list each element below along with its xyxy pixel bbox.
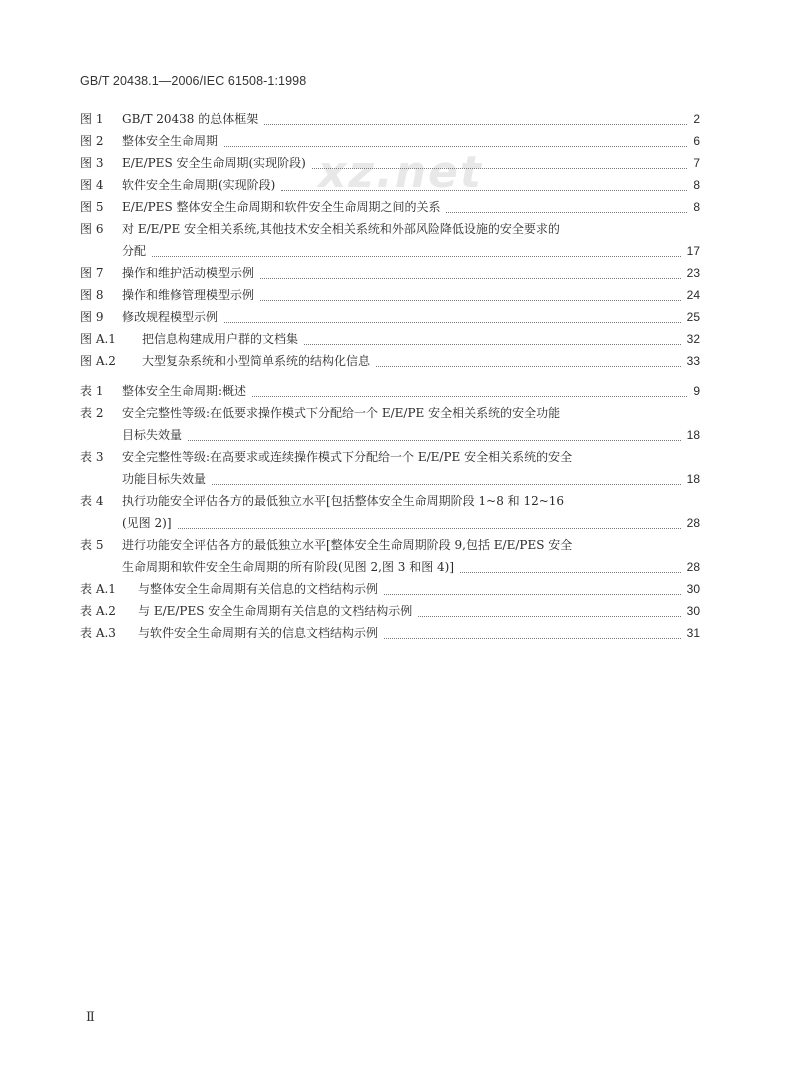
entry-title: 与软件安全生命周期有关的信息文档结构示例: [138, 626, 379, 640]
entry-label: 图 8: [80, 288, 104, 302]
dot-leader: [152, 255, 681, 257]
entry-title-line2: (见图 2)]: [122, 516, 172, 530]
dot-leader: [264, 123, 687, 125]
toc-entry-table[interactable]: [80, 490, 700, 534]
page-number: 2: [693, 112, 700, 126]
watermark: xz.net: [318, 147, 483, 198]
entry-label: 图 2: [80, 134, 104, 148]
page-number: 7: [693, 156, 700, 170]
dot-leader: [418, 615, 680, 617]
dot-leader: [312, 167, 687, 169]
page-number: 24: [686, 288, 700, 302]
entry-label: 图 1: [80, 112, 104, 126]
entry-title-line2: 分配: [122, 244, 147, 258]
page-number: 33: [686, 354, 700, 368]
page-number: 8: [693, 178, 700, 192]
entry-title-line1: 对 E/E/PE 安全相关系统,其他技术安全相关系统和外部风险降低设施的安全要求的: [122, 222, 560, 236]
toc-entry-figure[interactable]: [80, 328, 700, 350]
page-number: 30: [686, 582, 700, 596]
toc-entry-table[interactable]: [80, 402, 700, 446]
entry-label: 表 5: [80, 538, 104, 552]
dot-leader: [212, 483, 681, 485]
entry-label: 图 A.1: [80, 332, 116, 346]
page-number: 17: [686, 244, 700, 258]
entry-label: 表 A.3: [80, 626, 116, 640]
dot-leader: [224, 321, 681, 323]
page-number: 31: [686, 626, 700, 640]
dot-leader: [304, 343, 681, 345]
dot-leader: [384, 593, 681, 595]
entry-label: 表 3: [80, 450, 104, 464]
entry-title: 整体安全生命周期:概述: [122, 384, 247, 398]
entry-title-line2: 目标失效量: [122, 428, 183, 442]
entry-label: 表 A.2: [80, 604, 116, 618]
toc-entry-table[interactable]: [80, 534, 700, 578]
toc-entry-table[interactable]: [80, 600, 700, 622]
entry-label: 图 7: [80, 266, 104, 280]
entry-title-line1: 进行功能安全评估各方的最低独立水平[整体安全生命周期阶段 9,包括 E/E/PES 安全: [122, 538, 573, 552]
entry-title-line2: 功能目标失效量: [122, 472, 207, 486]
dot-leader: [178, 527, 681, 529]
entry-title-line1: 执行功能安全评估各方的最低独立水平[包括整体安全生命周期阶段 1~8 和 12~16: [122, 494, 565, 508]
toc-entry-figure[interactable]: [80, 152, 700, 174]
dot-leader: [260, 299, 681, 301]
toc-entry-figure[interactable]: [80, 218, 700, 262]
entry-title: 把信息构建成用户群的文档集: [142, 332, 299, 346]
entry-label: 图 9: [80, 310, 104, 324]
entry-title: GB/T 20438 的总体框架: [122, 112, 259, 126]
page-number: 8: [693, 200, 700, 214]
dot-leader: [446, 211, 687, 213]
table-list: [80, 380, 700, 644]
entry-label: 图 5: [80, 200, 104, 214]
toc-entry-table[interactable]: [80, 622, 700, 644]
page-number: 6: [693, 134, 700, 148]
toc-entry-figure[interactable]: [80, 306, 700, 328]
dot-leader: [252, 395, 687, 397]
entry-title: 操作和维护活动模型示例: [122, 266, 255, 280]
entry-title-line2: 生命周期和软件安全生命周期的所有阶段(见图 2,图 3 和图 4)]: [122, 560, 455, 574]
entry-label: 表 4: [80, 494, 104, 508]
toc-entry-figure[interactable]: [80, 130, 700, 152]
page-folio: Ⅱ: [86, 1010, 95, 1025]
entry-title: 与整体安全生命周期有关信息的文档结构示例: [138, 582, 379, 596]
page-number: 25: [686, 310, 700, 324]
entry-label: 图 A.2: [80, 354, 116, 368]
page-number: 18: [686, 428, 700, 442]
dot-leader: [260, 277, 681, 279]
entry-title: E/E/PES 安全生命周期(实现阶段): [122, 156, 306, 170]
dot-leader: [188, 439, 681, 441]
toc-entry-figure[interactable]: [80, 196, 700, 218]
entry-title-line1: 安全完整性等级:在低要求操作模式下分配给一个 E/E/PE 安全相关系统的安全功能: [122, 406, 561, 420]
entry-label: 表 1: [80, 384, 104, 398]
page-number: 9: [693, 384, 700, 398]
entry-title: 修改规程模型示例: [122, 310, 219, 324]
dot-leader: [224, 145, 687, 147]
dot-leader: [460, 571, 681, 573]
toc-entry-figure[interactable]: [80, 284, 700, 306]
page-number: 18: [686, 472, 700, 486]
entry-label: 表 2: [80, 406, 104, 420]
toc-entry-table[interactable]: [80, 578, 700, 600]
page-number: 28: [686, 516, 700, 530]
page-number: 32: [686, 332, 700, 346]
page-number: 28: [686, 560, 700, 574]
entry-label: 图 4: [80, 178, 104, 192]
dot-leader: [376, 365, 681, 367]
entry-title: E/E/PES 整体安全生命周期和软件安全生命周期之间的关系: [122, 200, 441, 214]
entry-label: 表 A.1: [80, 582, 116, 596]
entry-title: 与 E/E/PES 安全生命周期有关信息的文档结构示例: [138, 604, 413, 618]
toc-entry-figure[interactable]: [80, 174, 700, 196]
dot-leader: [384, 637, 681, 639]
toc-entry-figure[interactable]: [80, 108, 700, 130]
toc-entry-table[interactable]: [80, 446, 700, 490]
toc-entry-figure[interactable]: [80, 262, 700, 284]
dot-leader: [281, 189, 687, 191]
page-number: 23: [686, 266, 700, 280]
figure-list: [80, 108, 700, 372]
page-number: 30: [686, 604, 700, 618]
entry-title: 大型复杂系统和小型简单系统的结构化信息: [142, 354, 371, 368]
toc-entry-figure[interactable]: [80, 350, 700, 372]
entry-label: 图 6: [80, 222, 104, 236]
standard-header: GB/T 20438.1—2006/IEC 61508-1:1998: [80, 74, 307, 88]
entry-title-line1: 安全完整性等级:在高要求或连续操作模式下分配给一个 E/E/PE 安全相关系统的安全: [122, 450, 573, 464]
entry-title: 软件安全生命周期(实现阶段): [122, 178, 276, 192]
toc-entry-table[interactable]: [80, 380, 700, 402]
entry-title: 整体安全生命周期: [122, 134, 219, 148]
entry-title: 操作和维修管理模型示例: [122, 288, 255, 302]
entry-label: 图 3: [80, 156, 104, 170]
